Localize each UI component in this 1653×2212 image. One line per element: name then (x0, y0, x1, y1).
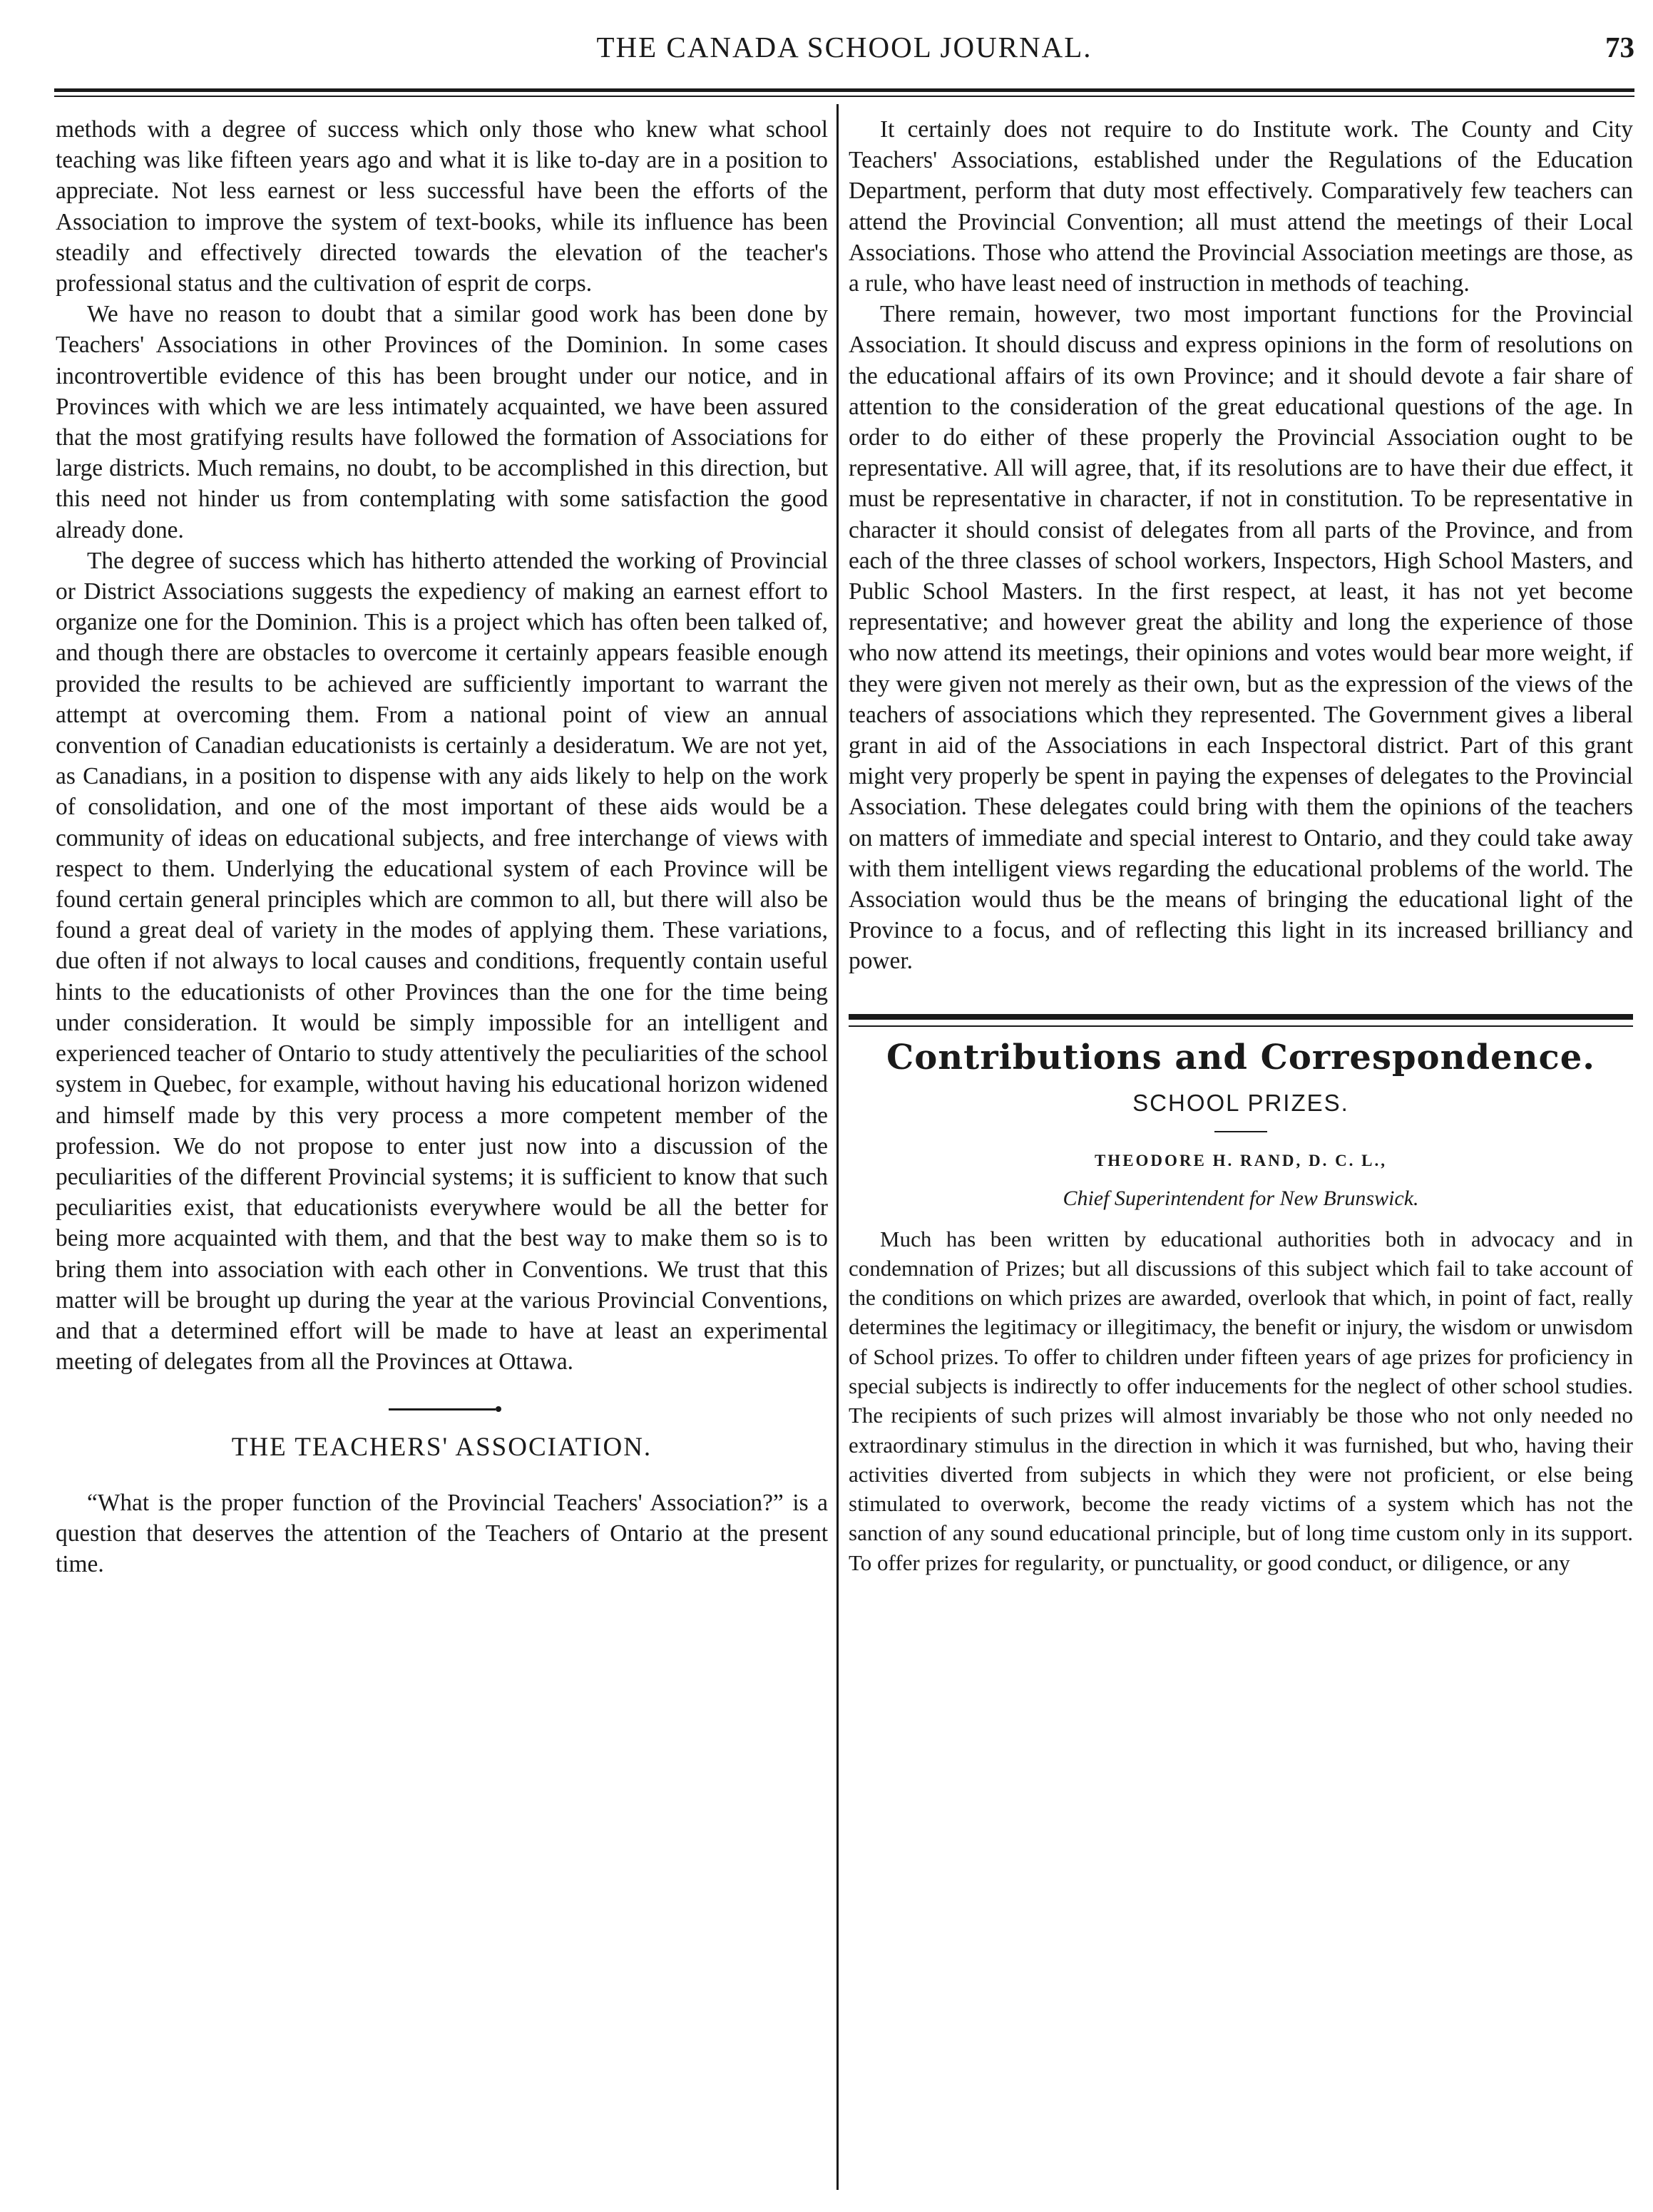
right-column (849, 114, 1633, 1577)
section-rule-heavy (849, 1014, 1633, 1020)
section-divider (389, 1408, 496, 1410)
paragraph: “What is the proper function of the Provincial Teachers' Association?” is a question that deserves the attention of the Teachers of Ontario at the present time. (56, 1489, 828, 1577)
paragraph: Much has been written by educational authorities both in advocacy and in condemnation of Prizes; but all discussions of this subject which fail to take account of the conditions on which prizes are awarded, overlook that which, in point of fact, really determines the legitimacy or illegitimacy, the benefit or injury, the wisdom or unwisdom of School prizes. To offer to children under fifteen years of age prizes for proficiency in special subjects is indirectly to offer inducements for the neglect of other school studies. The recipients of such prizes will almost invariably be those who not only needed no extraordinary stimulus in the direction in which it was furnished, but who, having their activities diverted from subjects in which they were not proficient, or else being stimulated to overwork, become the ready victims of a system which has not the sanction of any sound educational principle, but of long time custom only in its support. To offer prizes for regularity, or punctuality, or good conduct, or diligence, or any (849, 1226, 1633, 1575)
article-title: SCHOOL PRIZES. (1132, 1089, 1349, 1116)
article-author: THEODORE H. RAND, D. C. L., (1094, 1152, 1388, 1170)
paragraph: There remain, however, two most important functions for the Provincial Association. It should discuss and express opinions in the form of resolutions on the educational affairs of its own Province; and it should devote a fair share of attention to the consideration of the great educational questions of the age. In order to do either of these properly the Provincial Association ought to be representative. All will agree, that, if its resolutions are to have their due effect, it must be representative in character, if not in constitution. To be representative in character it should consist of delegates from all parts of the Province, and from each of the three classes of school workers, Inspectors, High School Masters, and Public School Masters. In the first respect, at least, it has not yet become representative; and however great the ability and long the experience of those who now attend its meetings, their opinions and votes would bear more weight, if they were given not merely as their own, but as the expression of the views of the teachers of associations which they represented. The Government gives a liberal grant in aid of the Associations in each Inspectoral district. Part of this grant might very properly be spent in paying the expenses of delegates to the Provincial Association. These delegates could bring with them the opinions of the teachers on matters of immediate and special interest to Ontario, and they could take away with them intelligent views regarding the educational problems of the world. The Association would thus be the means of bringing the educational light of the Province to a focus, and of reflecting this light in its increased brilliancy and power. (849, 301, 1633, 975)
author-role: Chief Superintendent for New Brunswick. (1063, 1187, 1419, 1211)
section-banner: Contributions and Correspondence. (886, 1037, 1595, 1077)
header-rule-thin (54, 96, 1634, 97)
title-rule (1214, 1131, 1267, 1132)
article-body (849, 1224, 1633, 1578)
journal-title: THE CANADA SCHOOL JOURNAL. (596, 31, 1092, 63)
paragraph: The degree of success which has hitherto attended the working of Provincial or District Associations suggests the expediency of making an earnest effort to organize one for the Dominion. This is a project which has often been talked of, and though there are obstacles to overcome it certainly appears feasible enough provided the results to be achieved are sufficiently important to warrant the attempt at overcoming them. From a national point of view an annual convention of Canadian educationists is certainly a desideratum. We are not yet, as Canadians, in a position to dispense with any aids likely to help on the work of consolidation, and one of the most important of these aids would be a community of ideas on educational subjects, and free interchange of views with respect to them. Underlying the educational system of each Province will be found certain general principles which are common to all, but there will also be found a great deal of variety in the modes of applying them. These variations, due often if not always to local causes and conditions, frequently contain useful hints to the educationists of other Provinces than the one for the time being under consideration. It would be simply impossible for an intelligent and experienced teacher of Ontario to study attentively the peculiarities of the school system in Quebec, for example, without having his educational horizon widened and himself made by this very process a more competent member of the profession. We do not propose to enter just now into a discussion of the peculiarities of the different Provincial systems; it is sufficient to know that such peculiarities exist, that educationists everywhere would be all the better for being more acquainted with them, and that the best way to make them so is to bring them into association with each other in Conventions. We trust that this matter will be brought up during the year at the various Provincial Conventions, and that a determined effort will be made to have at least an experimental meeting of delegates from all the Provinces at Ottawa. (56, 547, 828, 1376)
section-heading: THE TEACHERS' ASSOCIATION. (231, 1433, 652, 1463)
page-header (54, 29, 1634, 76)
page-number: 73 (1605, 31, 1634, 63)
paragraph: We have no reason to doubt that a similar good work has been done by Teachers' Associations in other Provinces of the Dominion. In some cases incontrovertible evidence of this has been brought under our notice, and in Provinces with which we are less intimately acquainted, we have been assured that the most gratifying results have followed the formation of Associations for large districts. Much remains, no doubt, to be accomplished in this direction, but this need not hinder us from contemplating with some satisfaction the good already done. (56, 301, 828, 543)
paragraph: It certainly does not require to do Institute work. The County and City Teachers' Associations, established under the Regulations of the Education Department, perform that duty most effectively. Comparatively few teachers can attend the Provincial Convention; all must attend the meetings of their Local Associations. Those who attend the Provincial Association meetings are those, as a rule, who have least need of instruction in methods of teaching. (849, 116, 1633, 297)
left-column (56, 114, 828, 1579)
paragraph: methods with a degree of success which only those who knew what school teaching was like fifteen years ago and what it is like to-day are in a position to appreciate. Not less earnest or less successful have been the efforts of the Association to improve the system of text-books, while its influence has been steadily and effectively directed towards the elevation of the teacher's professional status and the cultivation of esprit de corps. (56, 116, 828, 297)
column-divider (836, 104, 839, 2190)
header-rule (54, 88, 1634, 92)
section-rule-thin (849, 1025, 1633, 1027)
